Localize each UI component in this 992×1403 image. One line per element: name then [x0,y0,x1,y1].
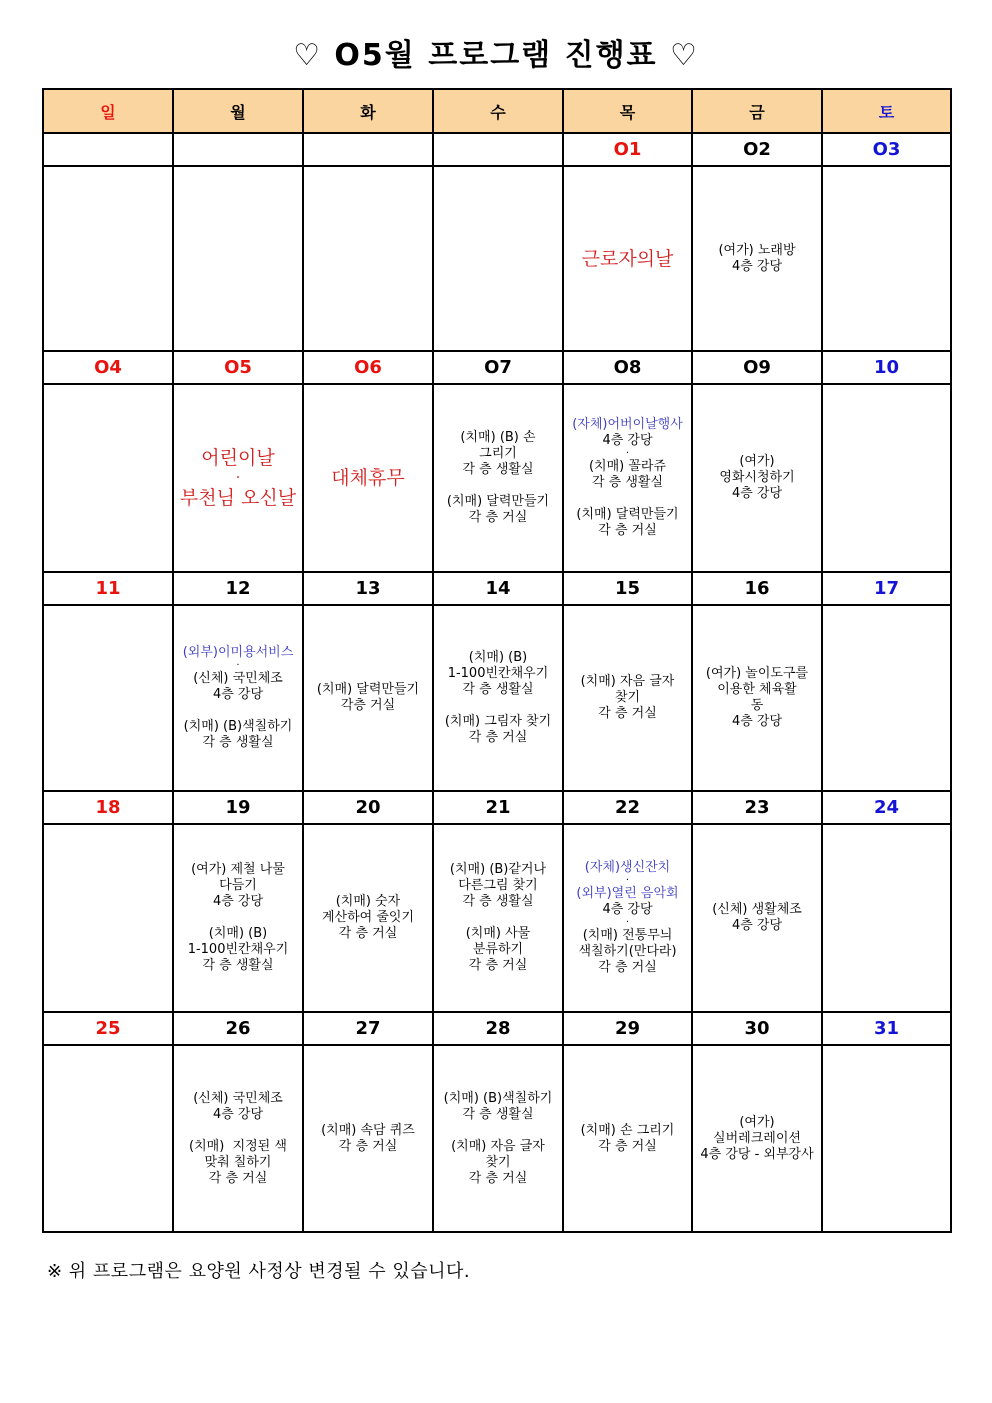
footnote: ※ 위 프로그램은 요양원 사정상 변경될 수 있습니다. [47,1261,471,1282]
program-row-week2 [43,384,951,572]
holiday-separator: · [235,470,241,486]
date-cell: 24 [822,791,951,824]
date-row-week2 [43,351,951,384]
program-title: (치매) (B)색칠하기 [183,719,293,734]
date-cell: 10 [822,351,951,384]
program-title: (여가) [739,1114,775,1130]
calendar-table [42,88,952,1233]
program-location: 각 층 생활실 [462,462,534,477]
page-title: ♡ O5월 프로그램 진행표 ♡ [293,38,699,73]
weekday-thursday: 목 [563,89,692,133]
date-cell: O1 [563,133,692,166]
program-title: 맞춰 칠하기 [204,1154,272,1170]
program-location: 각 층 거실 [338,926,398,941]
program-location: 각 층 생활실 [462,894,534,909]
program-title: (치매) (B) 손 [460,430,536,445]
program-location: 4층 강당 [602,433,653,448]
date-cell: O9 [692,351,822,384]
program-title: (치매) 달력만들기 [316,682,420,697]
program-title: (치매) 숫자 [335,894,401,909]
program-location: 각 층 생활실 [462,682,534,697]
program-location: 4층 강당 [212,894,264,909]
holiday-label: 근로자의날 [581,247,674,270]
program-title: (자체)어버이날행사 [572,417,683,432]
date-cell: 11 [43,572,173,605]
program-title: (치매) (B) [208,926,268,941]
date-cell: 18 [43,791,173,824]
program-title: 1-100빈칸채우기 [447,666,549,681]
program-title: (치매) 꼴라쥬 [588,459,667,474]
program-title: (치매) (B) [468,650,528,665]
program-location: 4층 강당 [212,687,264,702]
program-title: (치매) 속담 퀴즈 [321,1122,415,1138]
program-title: (치매) 지정된 색 [189,1138,287,1154]
program-cell [43,824,173,1012]
date-cell: 23 [692,791,822,824]
program-cell [563,605,692,791]
date-cell: O6 [303,351,433,384]
program-title: (여가) 놀이도구를 [705,666,809,681]
program-title: (치매) 사물 [465,926,531,941]
date-cell: O7 [433,351,563,384]
program-title: (치매) (B)같거나 [449,862,547,877]
date-row-week3 [43,572,951,605]
date-cell: 29 [563,1012,692,1045]
program-cell [303,1045,433,1232]
program-cell [433,384,563,572]
date-cell: 20 [303,791,433,824]
date-cell: 26 [173,1012,303,1045]
program-cell [173,1045,303,1232]
date-row-week4 [43,791,951,824]
weekday-friday: 금 [692,89,822,133]
program-title: (치매) 손 그리기 [580,1122,675,1138]
program-cell [43,1045,173,1232]
program-location: 각 층 생활실 [202,958,274,973]
program-cell [173,605,303,791]
program-title: 다른그림 찾기 [458,878,538,893]
program-title: 동 [750,698,764,713]
separator-dot: · [625,875,630,886]
program-location: 4층 강당 [731,486,783,501]
program-cell [822,824,951,1012]
weekday-wednesday: 수 [433,89,563,133]
program-title: (자체)생신잔치 [584,860,671,875]
program-location: 각 층 생활실 [462,1106,534,1122]
program-cell [822,166,951,351]
program-cell [433,1045,563,1232]
program-location: 각 층 거실 [338,1138,398,1154]
program-location: 각 층 생활실 [591,475,664,490]
program-title: 찾기 [614,690,641,705]
program-location: 각 층 거실 [598,523,657,538]
program-location: 각 층 거실 [598,1138,657,1154]
program-cell [692,1045,822,1232]
date-row-week5 [43,1012,951,1045]
weekday-saturday: 토 [822,89,951,133]
date-cell [43,133,173,166]
program-cell [563,384,692,572]
date-cell: O4 [43,351,173,384]
program-cell [173,166,303,351]
date-cell: 17 [822,572,951,605]
program-title: (신체) 생활체조 [712,902,802,917]
program-title: (치매) (B)색칠하기 [443,1090,553,1106]
program-title: (신체) 국민체조 [193,1090,283,1106]
program-title: 색칠하기(만다라) [578,944,677,959]
program-row-week1 [43,166,951,351]
program-title: (치매) 달력만들기 [446,494,550,509]
program-location: 4층 강당 [602,902,653,917]
program-location: 각 층 거실 [468,510,528,525]
program-cell [822,384,951,572]
holiday-label: 부천님 오신날 [179,487,297,509]
date-cell: 30 [692,1012,822,1045]
program-cell [303,824,433,1012]
program-title: (치매) 그림자 찾기 [444,714,552,729]
weekday-tuesday: 화 [303,89,433,133]
program-location: 각 층 거실 [598,960,657,975]
date-cell: 31 [822,1012,951,1045]
date-cell: 19 [173,791,303,824]
weekday-header-row [43,89,951,133]
date-row-week1 [43,133,951,166]
program-title: 실버레크레이션 [713,1130,801,1146]
program-title: (치매) 전통무늬 [582,928,673,943]
program-cell [822,605,951,791]
program-cell [563,824,692,1012]
date-cell: O8 [563,351,692,384]
program-location: 각 층 거실 [468,1170,528,1186]
program-cell [303,166,433,351]
program-title: 계산하여 줄잇기 [321,910,415,925]
program-cell [43,384,173,572]
separator-dot: · [236,660,240,671]
date-cell: 16 [692,572,822,605]
program-location: 각 층 거실 [208,1170,268,1186]
program-location: 각 층 거실 [598,706,657,721]
program-title: (치매) 자음 글자 [580,674,675,689]
program-title: 분류하기 [472,942,524,957]
weekday-sunday: 일 [43,89,173,133]
program-title: 영화시청하기 [719,470,795,485]
date-cell: 27 [303,1012,433,1045]
date-cell: 12 [173,572,303,605]
program-location: 4층 강당 [731,258,783,274]
program-title: (치매) 자음 글자 [451,1138,545,1154]
program-cell [433,824,563,1012]
program-cell [433,166,563,351]
program-cell [433,605,563,791]
program-cell [43,166,173,351]
date-cell: O2 [692,133,822,166]
date-cell [433,133,563,166]
program-title: (치매) 달력만들기 [576,507,679,522]
program-title: 그리기 [479,446,517,461]
program-title: 이용한 체육활 [717,682,797,697]
date-cell: 15 [563,572,692,605]
program-cell [563,1045,692,1232]
program-location: 4층 강당 [731,918,783,933]
separator-dot: · [625,448,630,459]
holiday-label: 대체휴무 [331,467,405,489]
date-cell: O3 [822,133,951,166]
date-cell: 21 [433,791,563,824]
separator-dot: · [625,917,630,928]
date-cell: 13 [303,572,433,605]
program-cell [173,384,303,572]
program-title: 찾기 [485,1154,511,1170]
program-location: 각 층 생활실 [202,735,274,750]
program-location: 각 층 거실 [468,958,528,973]
date-cell: O5 [173,351,303,384]
program-title: (여가) 제철 나물 [191,862,285,877]
program-title: (외부)열린 음악회 [576,886,679,901]
program-location: 각 층 거실 [468,730,528,745]
program-cell [822,1045,951,1232]
program-location: 4층 강당 [212,1106,264,1122]
program-cell [692,824,822,1012]
program-title: (신체) 국민체조 [193,671,283,686]
date-cell: 22 [563,791,692,824]
program-cell [692,605,822,791]
date-cell [173,133,303,166]
weekday-monday: 월 [173,89,303,133]
program-title: (외부)이미용서비스 [182,645,294,660]
program-cell [303,605,433,791]
date-cell: 28 [433,1012,563,1045]
holiday-label: 어린이날 [201,447,275,469]
program-cell [173,824,303,1012]
program-title: (여가) 노래방 [718,242,796,258]
program-title: (여가) [739,454,775,469]
program-cell [43,605,173,791]
program-row-week3 [43,605,951,791]
date-cell: 25 [43,1012,173,1045]
program-location: 각층 거실 [340,698,396,713]
date-cell [303,133,433,166]
program-location: 4층 강당 [731,714,783,729]
program-row-week4 [43,824,951,1012]
program-cell [303,384,433,572]
date-cell: 14 [433,572,563,605]
program-cell [563,166,692,351]
program-location: 4층 강당 - 외부강사 [700,1146,814,1162]
program-title: 다듬기 [219,878,257,893]
program-title: 1-100빈칸채우기 [187,942,289,957]
program-cell [692,384,822,572]
program-cell [692,166,822,351]
program-row-week5 [43,1045,951,1232]
